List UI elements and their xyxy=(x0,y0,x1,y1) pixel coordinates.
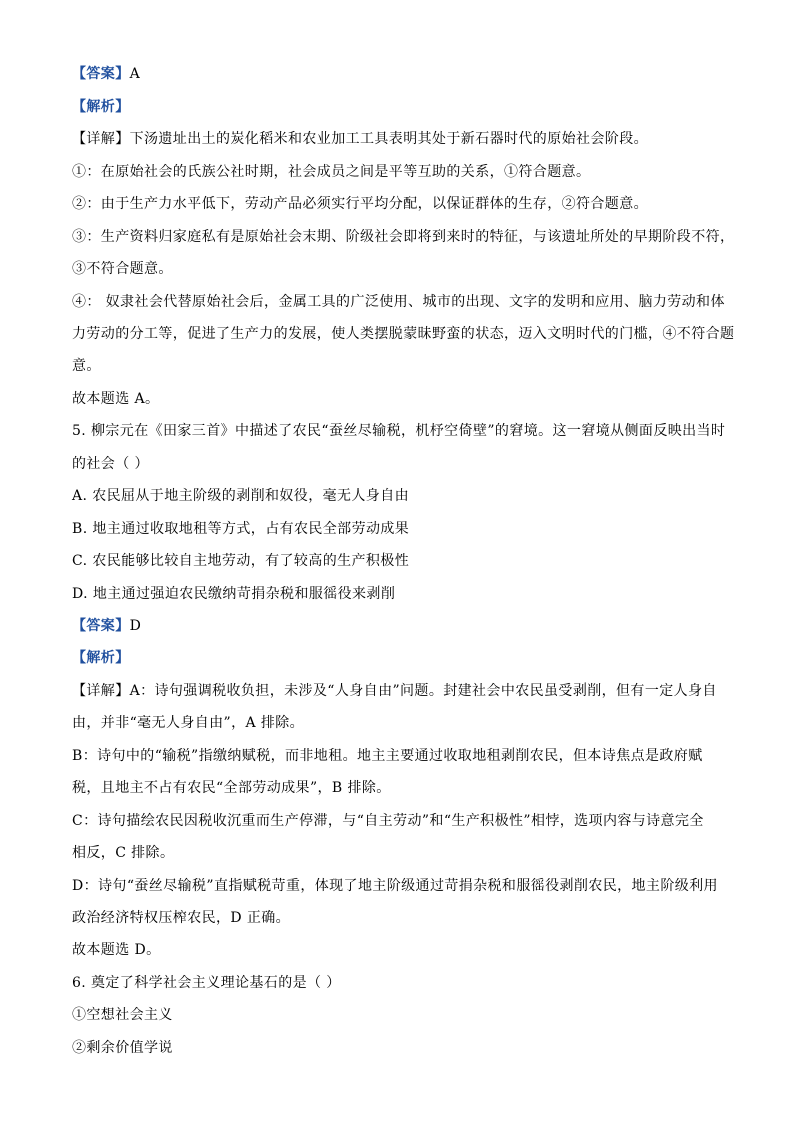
option-a: A. 农民屈从于地主阶级的剥削和奴役，毫无人身自由 xyxy=(72,488,410,504)
option-item: ①空想社会主义 xyxy=(72,1007,173,1023)
explanation-line: 【详解】A：诗句强调税收负担，未涉及“人身自由”问题。封建社会中农民虽受剥削，但有一定人身自 xyxy=(72,683,717,699)
explanation-line: B：诗句中的“输税”指缴纳赋税，而非地租。地主主要通过收取地租剥削农民，但本诗焦点是政府赋 xyxy=(72,748,703,764)
option-c: C. 农民能够比较自主地劳动，有了较高的生产积极性 xyxy=(72,553,410,569)
analysis-tag: 【解析】 xyxy=(72,650,130,666)
option-b: B. 地主通过收取地租等方式，占有农民全部劳动成果 xyxy=(72,521,410,537)
question-6-stem: 6. 奠定了科学社会主义理论基石的是（ ） xyxy=(72,975,341,991)
conclusion-line: 故本题选 A。 xyxy=(72,391,160,407)
explanation-line: 力劳动的分工等，促进了生产力的发展，使人类摆脱蒙昧野蛮的状态，迈入文明时代的门槛，④不符合题 xyxy=(72,326,735,342)
conclusion-line: 故本题选 D。 xyxy=(72,942,161,958)
question-5-stem: 5. 柳宗元在《田家三首》中描述了农民“蚕丝尽输税，机杼空倚壁”的窘境。这一窘境从侧面反映出当时 xyxy=(72,423,726,439)
explanation-line: D：诗句“蚕丝尽输税”直指赋税苛重，体现了地主阶级通过苛捐杂税和服徭役剥削农民，地主阶级利用 xyxy=(72,878,718,894)
explanation-line: 【详解】下汤遗址出土的炭化稻米和农业加工工具表明其处于新石器时代的原始社会阶段。 xyxy=(72,131,648,147)
explanation-line: 意。 xyxy=(72,358,101,374)
analysis-tag: 【解析】 xyxy=(72,99,130,115)
explanation-line: ③不符合题意。 xyxy=(72,261,173,277)
explanation-line: 由，并非“毫无人身自由”，A 排除。 xyxy=(72,715,305,731)
analysis-heading xyxy=(72,97,722,117)
answer-tag: 【答案】 xyxy=(72,618,130,634)
explanation-line: C：诗句描绘农民因税收沉重而生产停滞，与“自主劳动”和“生产积极性”相悖，选项内容与诗意完全 xyxy=(72,813,704,829)
explanation-line: ③：生产资料归家庭私有是原始社会末期、阶级社会即将到来时的特征，与该遗址所处的早期阶段不符， xyxy=(72,229,735,245)
option-d: D. 地主通过强迫农民缴纳苛捐杂税和服徭役来剥削 xyxy=(72,586,396,602)
explanation-line: 政治经济特权压榨农民，D 正确。 xyxy=(72,910,291,926)
answer-value: A xyxy=(129,66,141,82)
answer-value: D xyxy=(129,618,142,634)
answer-line xyxy=(72,64,722,84)
option-item: ②剩余价值学说 xyxy=(72,1040,173,1056)
question-5-stem: 的社会（ ） xyxy=(72,456,149,472)
answer-tag: 【答案】 xyxy=(72,66,130,82)
explanation-line: 税，且地主不占有农民“全部劳动成果”，B 排除。 xyxy=(72,780,391,796)
explanation-line: ①：在原始社会的氏族公社时期，社会成员之间是平等互助的关系，①符合题意。 xyxy=(72,164,591,180)
explanation-line: ②：由于生产力水平低下，劳动产品必须实行平均分配，以保证群体的生存，②符合题意。 xyxy=(72,196,648,212)
analysis-heading xyxy=(72,648,722,668)
explanation-line: ④： 奴隶社会代替原始社会后，金属工具的广泛使用、城市的出现、文字的发明和应用、脑力劳动和体 xyxy=(72,294,725,310)
answer-line xyxy=(72,616,722,636)
explanation-line: 相反，C 排除。 xyxy=(72,845,175,861)
